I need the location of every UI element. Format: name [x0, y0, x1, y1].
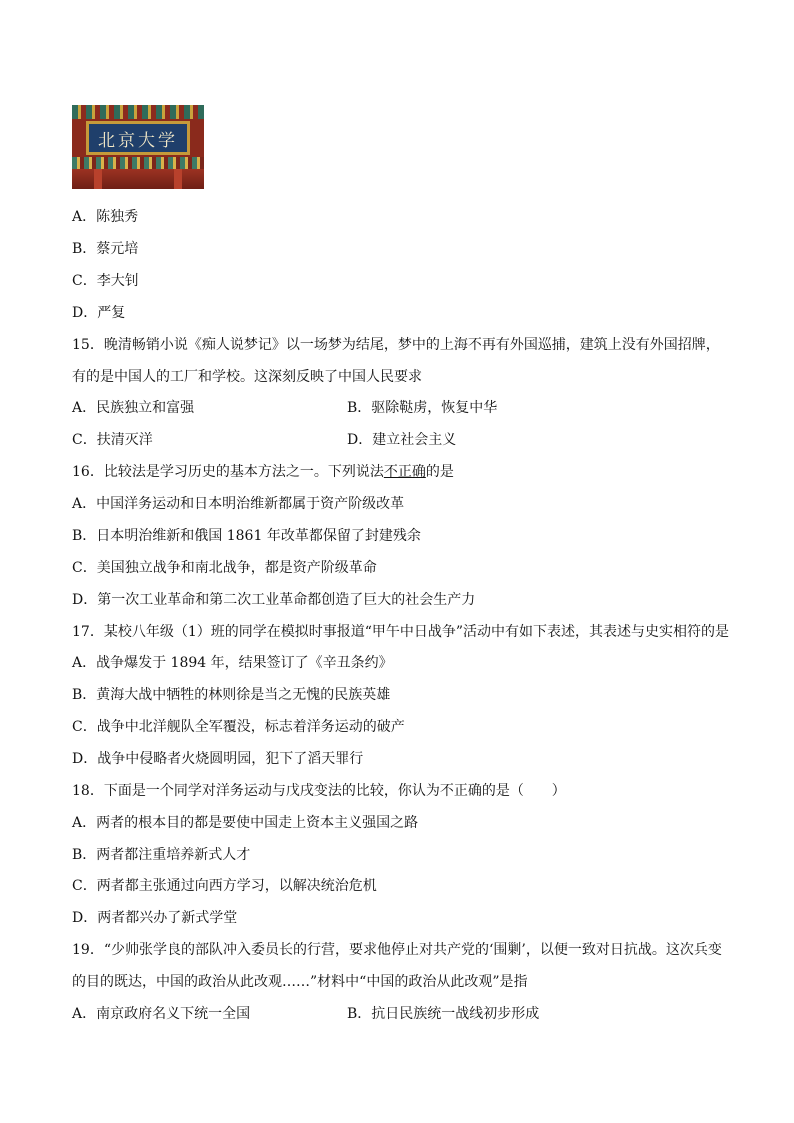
photo-painted-beam	[72, 157, 204, 169]
q14-option-d: D．严复	[72, 305, 126, 321]
q18-option-d: D．两者都兴办了新式学堂	[72, 910, 238, 926]
q15-option-b: B．驱除鞑虏，恢复中华	[347, 400, 498, 416]
q18-option-b: B．两者都注重培养新式人才	[72, 847, 251, 863]
q17-option-c: C．战争中北洋舰队全军覆没，标志着洋务运动的破产	[72, 719, 405, 735]
q15-stem-line-2: 有的是中国人的工厂和学校。这深刻反映了中国人民要求	[72, 369, 422, 385]
q14-option-c: C．李大钊	[72, 273, 139, 289]
q16-option-b: B．日本明治维新和俄国 1861 年改革都保留了封建残余	[72, 528, 421, 544]
q17-option-b: B．黄海大战中牺牲的林则徐是当之无愧的民族英雄	[72, 687, 391, 703]
q16-stem-emphasis: 不正确	[383, 464, 426, 480]
q19-stem-line-2: 的目的既达，中国的政治从此改观……”材料中“中国的政治从此改观”是指	[72, 974, 528, 990]
q16-option-d: D．第一次工业革命和第二次工业革命都创造了巨大的社会生产力	[72, 592, 476, 608]
q18-option-a: A．两者的根本目的都是要使中国走上资本主义强国之路	[72, 815, 419, 831]
q19-stem-line-1: 19．“少帅张学良的部队冲入委员长的行营，要求他停止对共产党的‘围剿’，以便一致对日抗战。这次兵变	[72, 942, 722, 958]
photo-eaves	[72, 105, 204, 119]
peking-university-plaque-image	[72, 105, 204, 189]
q14-option-b: B．蔡元培	[72, 241, 139, 257]
q19-option-a: A．南京政府名义下统一全国	[72, 1006, 251, 1022]
plaque-board	[86, 121, 190, 155]
q16-stem-after: 的是	[425, 464, 454, 480]
q18-stem: 18．下面是一个同学对洋务运动与戊戌变法的比较，你认为不正确的是（ ）	[72, 783, 566, 799]
q17-option-a: A．战争爆发于 1894 年，结果签订了《辛丑条约》	[72, 655, 393, 671]
photo-pillar	[174, 169, 182, 189]
q17-option-d: D．战争中侵略者火烧圆明园，犯下了滔天罪行	[72, 751, 364, 767]
q15-option-d: D．建立社会主义	[347, 432, 457, 448]
q14-option-a: A．陈独秀	[72, 209, 139, 225]
q16-option-a: A．中国洋务运动和日本明治维新都属于资产阶级改革	[72, 496, 405, 512]
photo-gate-base	[72, 169, 204, 189]
q18-option-c: C．两者都主张通过向西方学习，以解决统治危机	[72, 878, 377, 894]
q16-option-c: C．美国独立战争和南北战争，都是资产阶级革命	[72, 560, 377, 576]
plaque-text: 北京大学	[98, 130, 178, 151]
photo-pillar	[94, 169, 102, 189]
q15-option-a: A．民族独立和富强	[72, 400, 195, 416]
q16-stem-before: 16．比较法是学习历史的基本方法之一。下列说法	[72, 464, 384, 480]
q15-stem-line-1: 15．晚清畅销小说《痴人说梦记》以一场梦为结尾，梦中的上海不再有外国巡捕，建筑上没有外国招牌，	[72, 337, 720, 353]
q15-option-c: C．扶清灭洋	[72, 432, 153, 448]
q16-stem	[72, 462, 454, 482]
q19-option-b: B．抗日民族统一战线初步形成	[347, 1006, 540, 1022]
q17-stem: 17．某校八年级（1）班的同学在模拟时事报道“甲午中日战争”活动中有如下表述，其表述与史实相符的是	[72, 624, 730, 640]
